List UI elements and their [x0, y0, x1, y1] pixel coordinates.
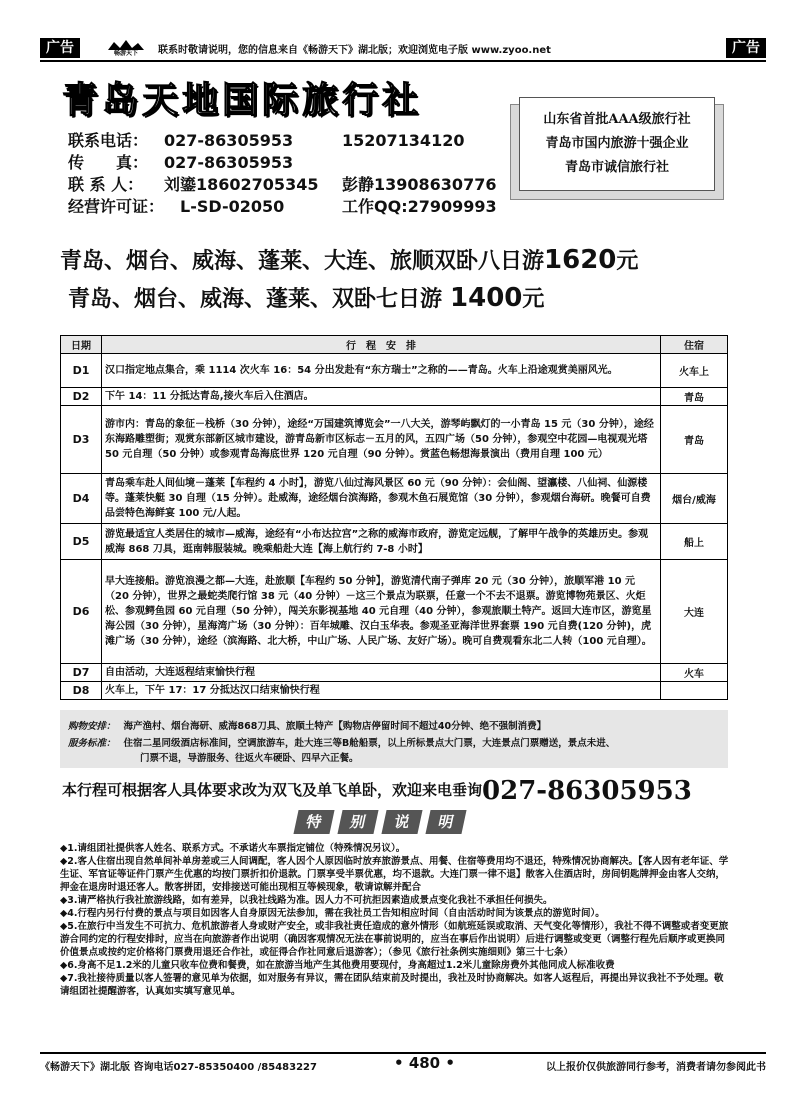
special-notice-title — [292, 810, 472, 838]
row-desc: 下午 14：11 分抵达青岛,接火车后入住酒店。 — [102, 388, 661, 406]
shopping-note — [68, 718, 546, 732]
contact-label: 联 系 人： — [68, 175, 144, 194]
special-char: 别 — [337, 810, 378, 834]
row-stay: 火车 — [661, 664, 728, 682]
header-plan: 行 程 安 排 — [102, 336, 661, 354]
row-stay: 火车上 — [661, 354, 728, 388]
top-banner-text: 联系时敬请说明，您的信息来自《畅游天下》湖北版；欢迎浏览电子版 www.zyoo.net — [158, 45, 551, 56]
shopping-label: 购物安排： — [68, 721, 116, 732]
company-name: 青岛天地国际旅行社 — [62, 79, 423, 121]
row-desc: 游览最适宜人类居住的城市—威海，途经有“小布达拉宫”之称的威海市政府，游览定远舰，了解甲午战争的英雄历史。参观威海 868 刀具，逛南韩服装城。晚乘船赴大连【海上航行约 7-8 小时】 — [102, 524, 661, 560]
honor-line: 山东省首批AAA级旅行社 — [543, 112, 691, 127]
table-row — [61, 664, 728, 682]
contact-value: L-SD-02050 — [180, 197, 285, 216]
table-row — [61, 354, 728, 388]
term-item: ◆2.客人住宿出现自然单间补单房差或三人间调配，客人因个人原因临时放弃旅游景点、用餐、住宿等费用均不退还，特殊情况协商解决。【客人因有老年证、学生证、军官证等证件门票产生优惠的均按门票折扣价退款。门票享受半票优惠，均不退款。大连门票一律不退】散客入住酒店时，房间钥匙牌押金由客人交纳，押金在退房时退还客人。散客拼团，安排接送可能出现相互等候现象，敬请谅解并配合 — [60, 856, 729, 893]
headline-7day — [68, 282, 544, 313]
row-desc: 汉口指定地点集合，乘 1114 次火车 16：54 分出发赴有“东方瑞士”之称的——青岛。火车上沿途观赏美丽风光。 — [102, 354, 661, 388]
row-day: D6 — [61, 560, 102, 664]
honor-line: 青岛市诚信旅行社 — [564, 160, 669, 175]
honor-line: 青岛市国内旅游十强企业 — [545, 136, 689, 151]
row-day: D5 — [61, 524, 102, 560]
row-desc: 自由活动，大连返程结束愉快行程 — [102, 664, 661, 682]
table-row — [61, 406, 728, 474]
contact-extra: 工作QQ:27909993 — [342, 197, 497, 216]
row-stay — [661, 682, 728, 700]
table-row — [61, 682, 728, 700]
shopping-text: 海产渔村、烟台海研、威海868刀具、旅顺土特产【购物店停留时间不超过40分钟、绝不强制消费】 — [123, 721, 547, 732]
contact-value: 027-86305953 — [164, 153, 294, 172]
contact-extra: 15207134120 — [342, 131, 465, 150]
table-row — [61, 474, 728, 524]
headline-price: 1400 — [450, 283, 523, 313]
row-day: D8 — [61, 682, 102, 700]
honors-badge-inner — [519, 97, 715, 191]
contact-row-phone — [68, 128, 464, 151]
row-stay: 船上 — [661, 524, 728, 560]
headline-8day — [60, 244, 638, 275]
honors-badge — [510, 104, 724, 200]
term-item: ◆3.请严格执行我社旅游线路，如有差异，以我社线路为准。因人力不可抗拒因素造成景点变化我社不承担任何损失。 — [60, 895, 553, 906]
contact-value: 刘鎏18602705345 — [164, 175, 319, 194]
term-item: ◆6.身高不足1.2米的儿童只收车位费和餐费，如在旅游当地产生其他费用要现付，身高超过1.2米儿童除房费外其他同成人标准收费 — [60, 960, 615, 971]
logo-text: 畅游天下 — [113, 50, 139, 56]
service-text-cont: 门票不退，导游服务、往返火车硬卧、四早六正餐。 — [140, 753, 359, 764]
row-day: D3 — [61, 406, 102, 474]
table-row — [61, 560, 728, 664]
page-number: • 480 • — [394, 1054, 455, 1072]
row-stay: 烟台/威海 — [661, 474, 728, 524]
special-char: 明 — [425, 810, 466, 834]
service-note — [68, 735, 615, 749]
service-text: 住宿二星同级酒店标准间，空调旅游车，赴大连三等B舱船票，以上所标景点大门票，大连景点门票赠送，景点未进、 — [123, 738, 616, 749]
row-desc: 火车上，下午 17：17 分抵达汉口结束愉快行程 — [102, 682, 661, 700]
page-footer — [40, 1052, 766, 1074]
headline-text: 青岛、烟台、威海、蓬莱、大连、旅顺双卧八日游 — [60, 248, 545, 274]
ad-tag-right: 广告 — [726, 38, 766, 58]
term-item: ◆5.在旅行中当发生不可抗力、危机旅游者人身或财产安全，或非我社责任造成的意外情形（如航班延误或取消、天气变化等情形），我社不得不调整或者变更旅游合同约定的行程安排时，应当在向旅游者作出说明（确因客观情况无法在事前说明的，应当在事后作出说明）后进行调整或变更（调整行程先后顺序或更换同价值景点或按约定价格将门票费用退还合作社，或征得合作社同意后退游客）；（参见《旅行社条例实施细则》第三十七条） — [60, 921, 729, 958]
magazine-logo — [104, 38, 148, 56]
row-stay: 大连 — [661, 560, 728, 664]
headline-unit: 元 — [616, 248, 639, 274]
page-number-value: 480 — [408, 1054, 441, 1072]
headline-text: 青岛、烟台、威海、蓬莱、双卧七日游 — [68, 286, 443, 312]
footer-right: 以上报价仅供旅游同行参考，消费者请勿参阅此书 — [546, 1062, 766, 1073]
notes-block — [60, 710, 728, 768]
row-desc: 早大连接船。游览浪漫之都—大连，赴旅顺【车程约 50 分钟】，游览清代南子弹库 20 元（30 分钟），旅顺军港 10 元（20 分钟），世界之最蛇类爬行馆 38 元（40 分钟）－这三个景点为联票，任意一个不去不退票。游览博物苑景区、火炬松、参观鳄鱼园 60 元自理（50 分钟），闯关东影视基地 40 元自理（40 分钟），参观旅顺土特产。返回大连市区，游览星海公园（30 分钟），星海湾广场（30 分钟）：百年城雕、汉白玉华表。参观圣亚海洋世界套票 190 元自费(120 分钟)，虎滩广场（30 分钟），途经（滨海路、北大桥，中山广场、人民广场、友好广场）。晚可自费观看东北二人转（100 元自理）。 — [102, 560, 661, 664]
table-row — [61, 524, 728, 560]
header-stay: 住宿 — [661, 336, 728, 354]
row-day: D7 — [61, 664, 102, 682]
contact-label: 联系电话： — [68, 131, 149, 150]
term-item: ◆1.请组团社提供客人姓名、联系方式。不承诺火车票指定铺位（特殊情况另议）。 — [60, 843, 406, 854]
row-day: D1 — [61, 354, 102, 388]
contact-row-person — [68, 172, 496, 195]
row-stay: 青岛 — [661, 406, 728, 474]
row-stay: 青岛 — [661, 388, 728, 406]
itinerary-table — [60, 335, 728, 700]
row-day: D2 — [61, 388, 102, 406]
contact-row-license — [68, 194, 497, 217]
term-item: ◆4.行程内另行付费的景点与项目如因客人自身原因无法参加，需在我社员工告知相应时间（自由活动时间为该景点的游览时间）。 — [60, 908, 605, 919]
footer-left: 《畅游天下》湖北版 咨询电话027-85350400 /85483227 — [40, 1062, 317, 1073]
special-char: 特 — [293, 810, 334, 834]
table-header-row — [61, 336, 728, 354]
contact-label: 经营许可证： — [68, 197, 165, 216]
headline-unit: 元 — [522, 286, 545, 312]
cta-text: 本行程可根据客人具体要求改为双飞及单飞单卧，欢迎来电垂询 — [62, 781, 483, 799]
table-row — [61, 388, 728, 406]
contact-label: 传 真： — [68, 153, 149, 172]
cta-line — [62, 776, 692, 806]
contact-row-fax — [68, 150, 293, 173]
row-desc: 游市内：青岛的象征－栈桥（30 分钟），途经“万国建筑博览会”一八大关，游琴屿飘灯的一小青岛 15 元（30 分钟），途经东海路雕塑街；观赏东部新区城市建设，游青岛新市区标志－五月的风，五四广场（50 分钟），参观空中花园—电视观光塔 50 元自理（50 分钟）或参观青岛海底世界 120 元自理（90 分钟）。赏蓝色畅想海景演出（费用自理 100 元） — [102, 406, 661, 474]
contact-value: 027-86305953 — [164, 131, 294, 150]
header-day: 日期 — [61, 336, 102, 354]
ad-tag-left: 广告 — [40, 38, 80, 58]
contact-extra: 彭静13908630776 — [342, 175, 497, 194]
term-item: ◆7.我社接待质量以客人签署的意见单为依据，如对服务有异议，需在团队结束前及时提出，我社及时协商解决。如客人返程后，再提出异议我社不予处理。敬请组团社提醒游客，认真如实填写意见单。 — [60, 973, 724, 997]
top-banner — [40, 38, 766, 62]
row-day: D4 — [61, 474, 102, 524]
cta-phone: 027-86305953 — [482, 776, 692, 806]
terms-list — [60, 842, 732, 998]
row-desc: 青岛乘车赴人间仙境－蓬莱【车程约 4 小时】，游览八仙过海风景区 60 元（90 分钟）：会仙阁、望瀛楼、八仙祠、仙源楼等。蓬莱快艇 30 自理（15 分钟）。赴威海，途经烟台滨海路，参观木鱼石展览馆（30 分钟），参观烟台海研。晚餐可自费品尝特色海鲜宴 100 元/人起。 — [102, 474, 661, 524]
special-char: 说 — [381, 810, 422, 834]
headline-price: 1620 — [544, 245, 617, 275]
service-label: 服务标准： — [68, 738, 116, 749]
